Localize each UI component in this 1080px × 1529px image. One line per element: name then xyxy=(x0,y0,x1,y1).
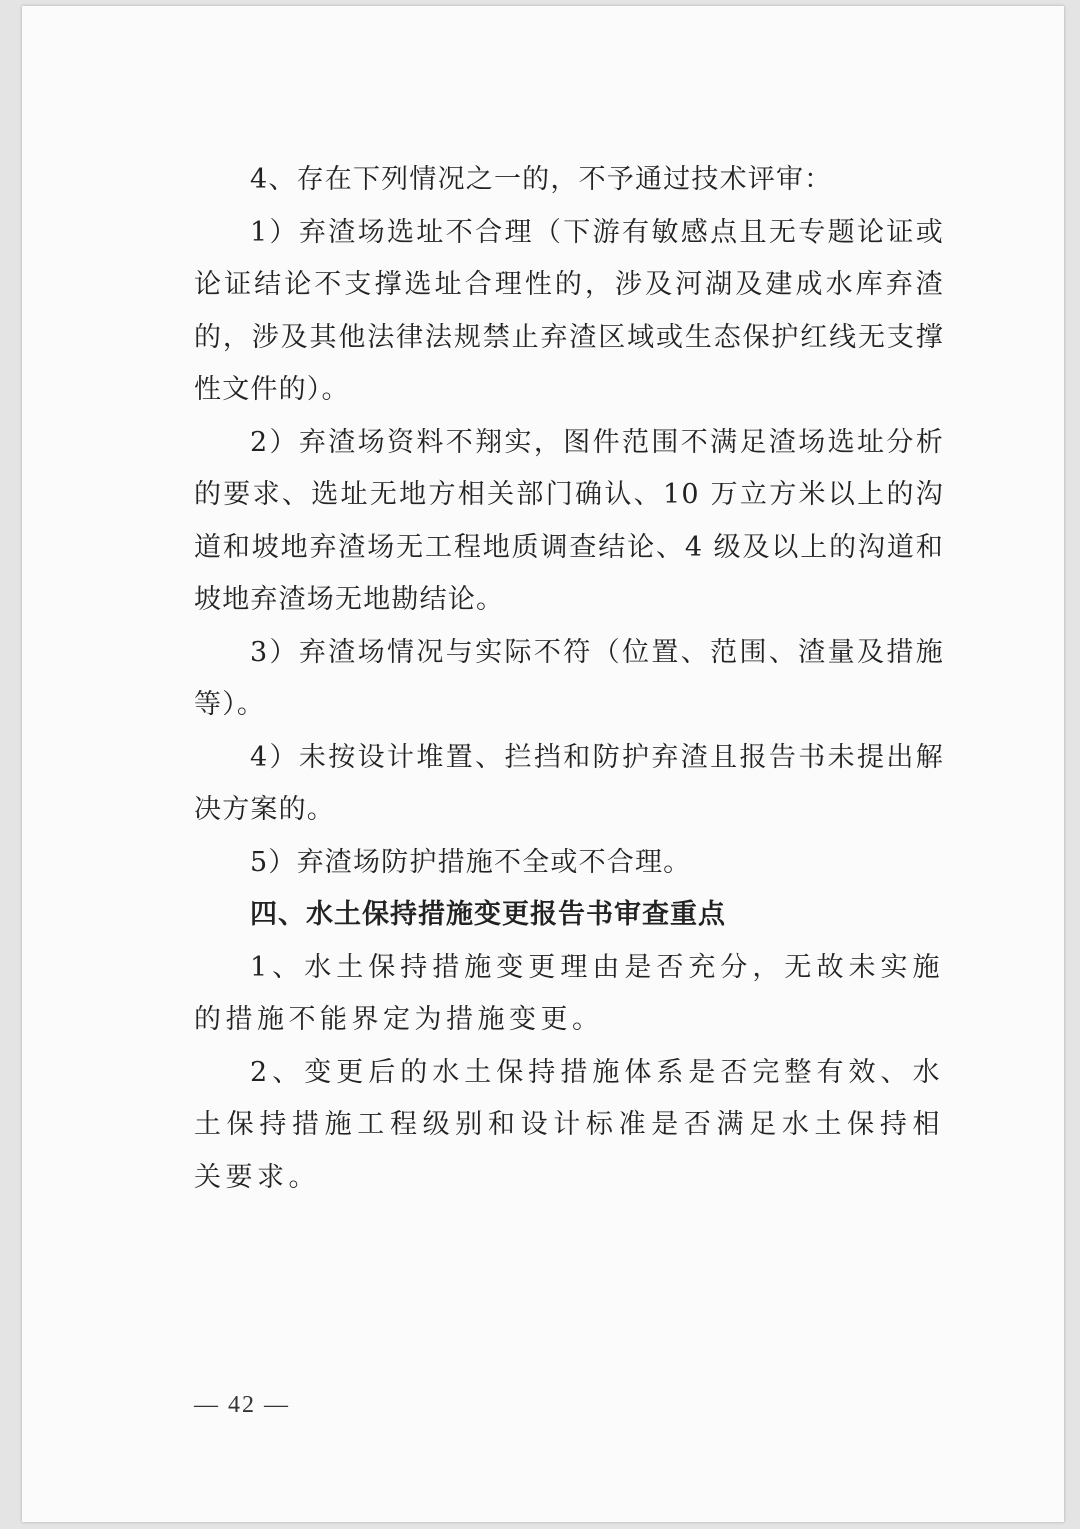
document-page xyxy=(22,6,1064,1522)
paragraph-change-2: 2、变更后的水土保持措施体系是否完整有效、水土保持措施工程级别和设计标准是否满足水土保持相关要求。 xyxy=(194,1056,944,1193)
paragraph-item-4: 4）未按设计堆置、拦挡和防护弃渣且报告书未提出解决方案的。 xyxy=(194,741,944,825)
section-heading: 四、水土保持措施变更报告书审查重点 xyxy=(250,899,726,930)
paragraph-item-3: 3）弃渣场情况与实际不符（位置、范围、渣量及措施等）。 xyxy=(194,636,944,720)
page-number: — 42 — xyxy=(194,1392,290,1418)
paragraph-item-1: 1）弃渣场选址不合理（下游有敏感点且无专题论证或论证结论不支撑选址合理性的，涉及河湖及建成水库弃渣的，涉及其他法律法规禁止弃渣区域或生态保护红线无支撑性文件的）。 xyxy=(194,216,944,405)
paragraph-item-5: 5）弃渣场防护措施不全或不合理。 xyxy=(250,846,692,878)
paragraph-4-intro: 4、存在下列情况之一的，不予通过技术评审： xyxy=(250,164,833,195)
document-body xyxy=(194,154,944,1204)
paragraph-change-1: 1、水土保持措施变更理由是否充分，无故未实施的措施不能界定为措施变更。 xyxy=(194,951,944,1035)
paragraph-item-2: 2）弃渣场资料不翔实，图件范围不满足渣场选址分析的要求、选址无地方相关部门确认、10 万立方米以上的沟道和坡地弃渣场无工程地质调查结论、4 级及以上的沟道和坡地弃渣场无地勘结论。 xyxy=(194,426,944,615)
